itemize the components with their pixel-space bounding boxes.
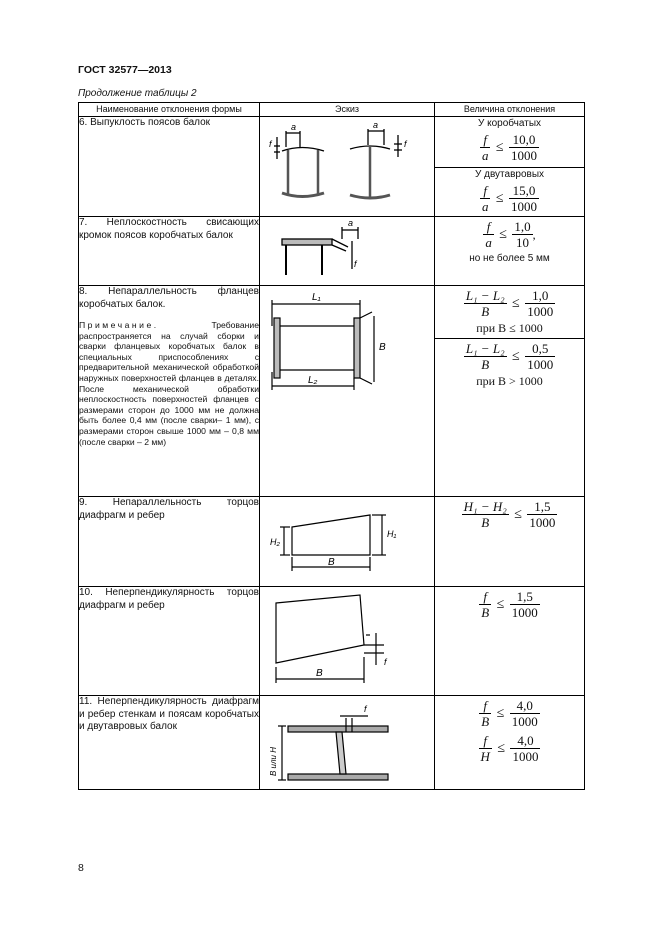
formula: $\frac{f}{B}$ ≤ $\frac{4,0}{1000}$ — [481, 698, 538, 729]
sketch-label: H₂ — [270, 537, 280, 547]
column-header-name: Наименование отклонения формы — [79, 103, 260, 117]
sketch-label: f — [269, 139, 272, 149]
note-text: Требование распространяется на случай сборки и сварки фланцевых коробчатых балок в специальных приспособлениях с предварительной механической обработкой наружных поверхностей фланцев в деталях. После механической обработки неплоскостность поверхностей фланцев с размерами сторон до 1000 мм не должна быть более 0,4 мм (после сварки– 1 мм), с размерами сторон свыше 1000 мм – 0,8 мм (после сварки – 2 мм) — [79, 320, 259, 447]
table-row — [79, 286, 585, 497]
row-11-name: 11. Неперпендикулярность диафрагм и ребер стенкам и поясам коробчатых и двутавровых балок — [79, 696, 260, 790]
sketch-label: a — [348, 218, 354, 228]
sketch-label: f — [384, 657, 387, 667]
row-9-sketch — [260, 497, 435, 587]
row-9-name: 9. Непараллельность торцов диафрагм и ребер — [79, 497, 260, 587]
formula: $\frac{f}{a}$ ≤ $\frac{15,0}{1000}$ — [481, 183, 538, 214]
flange-parallelism-sketch — [260, 286, 435, 406]
formula: $\frac{\text{H₁ − H₂}}{B}$ ≤ $\frac{1,5}{1000}$ — [463, 499, 556, 530]
sketch-label: B — [316, 668, 323, 679]
sketch-label: B — [328, 557, 335, 568]
table-row — [79, 497, 585, 587]
page-number: 8 — [78, 862, 84, 874]
value-condition: при B ≤ 1000 — [476, 321, 543, 335]
formula: $\frac{\text{L₁ − L₂}}{B}$ ≤ $\frac{0,5}{1000}$ — [465, 341, 554, 372]
column-header-value: Величина отклонения — [435, 103, 585, 117]
sketch-label: B — [379, 342, 386, 353]
row-10-value — [435, 587, 585, 696]
row-8-title: 8. Непараллельность фланцев коробчатых балок. — [79, 286, 259, 310]
table-continuation-caption: Продолжение таблицы 2 — [78, 88, 197, 99]
stiffener-perpendicularity-sketch — [260, 696, 435, 788]
row-7-name: 7. Неплоскостность свисающих кромок поясов коробчатых балок — [79, 217, 260, 286]
row-7-sketch — [260, 217, 435, 286]
value-caption: У двутавровых — [474, 169, 545, 180]
end-perpendicularity-sketch — [260, 587, 435, 695]
formula: $\frac{f}{a}$ ≤ $\frac{1,0}{10}$ , — [485, 219, 536, 250]
formula: $\frac{f}{H}$ ≤ $\frac{4,0}{1000}$ — [480, 733, 539, 764]
table-header-row — [79, 103, 585, 117]
sketch-label: B или H — [269, 747, 278, 776]
value-caption: У коробчатых — [477, 118, 542, 129]
row-9-value — [435, 497, 585, 587]
table-row — [79, 117, 585, 217]
sketch-label: H₁ — [387, 529, 397, 539]
row-7-value — [435, 217, 585, 286]
table-row — [79, 217, 585, 286]
row-6-value — [435, 117, 585, 217]
sketch-label: L₁ — [312, 292, 321, 303]
note-label: Примечание. — [79, 320, 159, 330]
row-8-name — [79, 286, 260, 497]
column-header-sketch: Эскиз — [260, 103, 435, 117]
row-10-sketch — [260, 587, 435, 696]
beam-flange-convexity-sketch — [260, 117, 435, 209]
value-condition: при B > 1000 — [476, 374, 543, 388]
sketch-label: f — [354, 259, 357, 269]
row-8-note — [79, 320, 259, 447]
row-10-name: 10. Неперпендикулярность торцов диафрагм и ребер — [79, 587, 260, 696]
row-8-sketch — [260, 286, 435, 497]
sketch-label: L₂ — [308, 375, 318, 386]
table-row — [79, 696, 585, 790]
document-header: ГОСТ 32577—2013 — [78, 64, 172, 76]
end-parallelism-sketch — [260, 497, 435, 585]
row-6-name: 6. Выпуклость поясов балок — [79, 117, 260, 217]
flange-edge-flatness-sketch — [260, 217, 435, 285]
value-note: но не более 5 мм — [469, 253, 550, 264]
row-8-value — [435, 286, 585, 497]
table-row — [79, 587, 585, 696]
formula: $\frac{f}{a}$ ≤ $\frac{10,0}{1000}$ — [481, 132, 538, 163]
row-11-value — [435, 696, 585, 790]
row-11-sketch — [260, 696, 435, 790]
row-6-sketch — [260, 117, 435, 217]
sketch-label: f — [404, 139, 407, 149]
deviation-table — [78, 102, 585, 790]
sketch-label: a — [291, 122, 297, 132]
sketch-label: a — [373, 120, 379, 130]
formula: $\frac{f}{B}$ ≤ $\frac{1,5}{1000}$ — [481, 589, 538, 620]
sketch-label: f — [364, 704, 367, 714]
formula: $\frac{\text{L₁ − L₂}}{B}$ ≤ $\frac{1,0}{1000}$ — [465, 288, 554, 319]
